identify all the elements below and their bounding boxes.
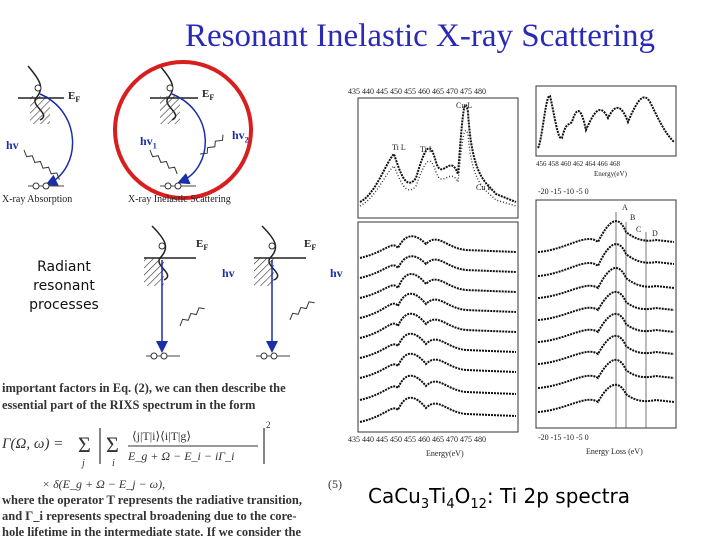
svg-text:Energy(eV): Energy(eV) [426,449,464,458]
equation-number: (5) [328,477,342,491]
hv-label-1: hv [6,138,19,152]
spectra-caption: $CaCu_3Ti_4O_{12}$: Ti 2p spectra [368,484,631,512]
svg-text:435 440 445 450 455 460 465 47: 435 440 445 450 455 460 465 470 475 480 [348,87,486,96]
svg-text:Ti L: Ti L [420,145,434,154]
svg-text:j: j [82,458,85,469]
svg-text:B: B [630,213,636,222]
svg-text:Energy Loss (eV): Energy Loss (eV) [586,447,643,456]
svg-text:456 458 460 462 464 466: 456 458 460 462 464 466 468 [536,160,620,168]
spectra-figure [346,82,686,462]
paper-line-4: and Γ_i represents spectral broadening due to the core- [2,509,297,523]
hv1-label: $hv_1$ [140,134,157,151]
svg-text:435 440 445 450 455 460 465 47: 435 440 445 450 455 460 465 470 475 480 [348,435,486,444]
hv-label-3: hv [222,266,235,280]
highlight-circle [115,62,251,198]
inelastic-label: X-ray Inelastic Scattering [128,194,231,205]
svg-text:Energy(eV): Energy(eV) [594,170,627,178]
absorption-diagram [18,66,73,189]
svg-text:Ti L: Ti L [392,143,406,152]
svg-text:C: C [636,225,642,234]
svg-text:Γ(Ω, ω) =: Γ(Ω, ω) = [2,436,64,452]
svg-text:Cu L: Cu L [456,101,473,110]
paper-line-3: where the operator T represents the radiative transition, [2,493,302,507]
slide-title: Resonant Inelastic X-ray Scattering [184,18,656,54]
ef-label-2: $E_F$ [202,88,215,103]
hv-label-4: hv [330,266,343,280]
svg-text:⟨j|T|i⟩⟨i|T|g⟩: ⟨j|T|i⟩⟨i|T|g⟩ [132,429,191,443]
svg-text:i: i [112,458,115,469]
hv2-label: $hv_2$ [232,128,249,145]
svg-text:Cu L: Cu L [476,183,493,192]
ef-label-3: $E_F$ [196,238,209,253]
svg-text:2: 2 [266,420,271,430]
svg-text:D: D [652,229,658,238]
svg-text:-20 -15 -10 -5 0: -20 -15 -10 -5 0 [538,433,589,442]
svg-text:E_g + Ω − E_i − iΓ_i: E_g + Ω − E_i − iΓ_i [128,449,235,463]
ef-label-1: $E_F$ [68,90,81,105]
inelastic-diagram [115,62,251,198]
paper-line-2: essential part of the RIXS spectrum in the form [2,398,256,412]
svg-text:Σ: Σ [106,432,119,457]
ef-label-4: $E_F$ [304,238,317,253]
rixs-equation [2,414,352,494]
svg-text:× δ(E_g + Ω − E_j − ω),: × δ(E_g + Ω − E_j − ω), [42,477,166,491]
radiant-processes-label: Radiant resonant processes [29,259,99,313]
svg-text:-20 -15 -10 -5 0: -20 -15 -10 -5 0 [538,187,589,196]
absorption-label: X-ray Absorption [2,194,73,205]
right-bottom-panel [536,187,676,456]
right-top-panel [536,86,676,178]
svg-text:Σ: Σ [78,432,91,457]
svg-text:A: A [622,203,628,212]
paper-line-5: hole lifetime in the intermediate state. If we consider the [2,525,302,539]
left-top-panel [348,87,518,218]
left-bottom-panel [348,222,518,458]
paper-line-1: important factors in Eq. (2), we can then describe the [2,381,286,395]
